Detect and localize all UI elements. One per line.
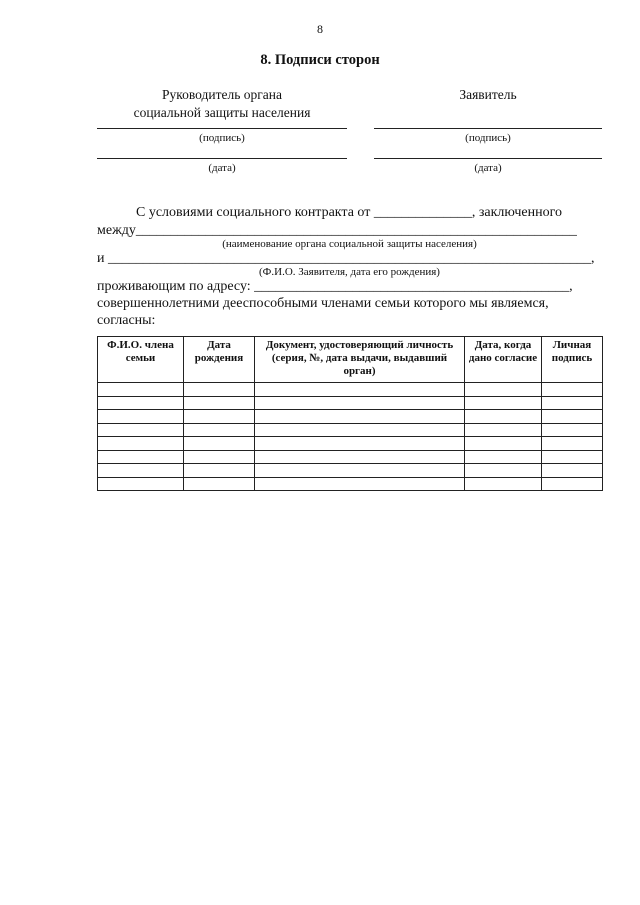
consent-date-cell[interactable] — [465, 383, 542, 397]
consent-line4: проживающим по адресу: _____________________________________________, — [97, 279, 573, 294]
right-date-caption: (дата) — [474, 162, 502, 174]
signature-cell[interactable] — [542, 477, 603, 491]
left-party-line2: социальной защиты населения — [133, 105, 311, 120]
section-title: 8. Подписи сторон — [260, 52, 380, 68]
left-sign-caption: (подпись) — [199, 132, 245, 144]
signature-cell[interactable] — [542, 423, 603, 437]
header-signature: Личная подпись — [542, 337, 603, 383]
fio-cell[interactable] — [98, 477, 184, 491]
signature-cell[interactable] — [542, 410, 603, 424]
consent-date-cell[interactable] — [465, 437, 542, 451]
birth-date-cell[interactable] — [184, 464, 255, 478]
birth-date-cell[interactable] — [184, 437, 255, 451]
birth-date-cell[interactable] — [184, 477, 255, 491]
id-document-cell[interactable] — [255, 383, 465, 397]
id-document-cell[interactable] — [255, 450, 465, 464]
birth-date-cell[interactable] — [184, 423, 255, 437]
id-document-cell[interactable] — [255, 410, 465, 424]
birth-date-cell[interactable] — [184, 396, 255, 410]
id-document-cell[interactable] — [255, 423, 465, 437]
consent-line3: и _____________________________________________________________________, — [97, 251, 595, 266]
header-consent-date: Дата, когда дано согласие — [465, 337, 542, 383]
header-fio: Ф.И.О. члена семьи — [98, 337, 184, 383]
table-row — [98, 410, 603, 424]
header-id-document: Документ, удостоверяющий личность (серия, №, дата выдачи, выдавший орган) — [255, 337, 465, 383]
table-header-row — [98, 337, 603, 383]
table-row — [98, 464, 603, 478]
contract-date-blank[interactable]: ______________ — [373, 205, 472, 220]
right-sign-line[interactable] — [374, 128, 602, 129]
consent-line1-start: С условиями социального контракта от — [136, 205, 371, 220]
id-document-cell[interactable] — [255, 477, 465, 491]
fio-cell[interactable] — [98, 423, 184, 437]
consent-caption2: (Ф.И.О. Заявителя, дата его рождения) — [259, 266, 440, 278]
signature-cell[interactable] — [542, 396, 603, 410]
consent-date-cell[interactable] — [465, 410, 542, 424]
table-row — [98, 396, 603, 410]
consent-date-cell[interactable] — [465, 450, 542, 464]
right-date-line[interactable] — [374, 158, 602, 159]
birth-date-cell[interactable] — [184, 383, 255, 397]
id-document-cell[interactable] — [255, 464, 465, 478]
fio-cell[interactable] — [98, 464, 184, 478]
consent-line1 — [136, 205, 602, 221]
consent-date-cell[interactable] — [465, 464, 542, 478]
consent-caption1: (наименование органа социальной защиты населения) — [222, 238, 477, 250]
consent-line5: совершеннолетними дееспособными членами семьи которого мы являемся, — [97, 296, 549, 311]
fio-cell[interactable] — [98, 396, 184, 410]
table-row — [98, 383, 603, 397]
table-row — [98, 423, 603, 437]
consent-date-cell[interactable] — [465, 477, 542, 491]
right-sign-caption: (подпись) — [465, 132, 511, 144]
consent-date-cell[interactable] — [465, 423, 542, 437]
signature-cell[interactable] — [542, 383, 603, 397]
right-party-title: Заявитель — [459, 87, 517, 102]
signature-cell[interactable] — [542, 437, 603, 451]
left-sign-line[interactable] — [97, 128, 347, 129]
consent-line1-end: , заключенного — [471, 205, 562, 220]
table-row — [98, 450, 603, 464]
consent-line2: между_______________________________________________________________ — [97, 223, 577, 238]
fio-cell[interactable] — [98, 450, 184, 464]
left-party-title — [97, 86, 347, 122]
fio-cell[interactable] — [98, 383, 184, 397]
fio-cell[interactable] — [98, 410, 184, 424]
page-number: 8 — [317, 22, 323, 36]
id-document-cell[interactable] — [255, 437, 465, 451]
table-row — [98, 437, 603, 451]
header-birth-date: Дата рождения — [184, 337, 255, 383]
left-date-caption: (дата) — [208, 162, 236, 174]
left-party-line1: Руководитель органа — [161, 87, 283, 102]
table-row — [98, 477, 603, 491]
family-consent-table — [97, 336, 603, 491]
id-document-cell[interactable] — [255, 396, 465, 410]
birth-date-cell[interactable] — [184, 410, 255, 424]
consent-line6: согласны: — [97, 313, 156, 328]
birth-date-cell[interactable] — [184, 450, 255, 464]
fio-cell[interactable] — [98, 437, 184, 451]
consent-date-cell[interactable] — [465, 396, 542, 410]
left-date-line[interactable] — [97, 158, 347, 159]
signature-cell[interactable] — [542, 464, 603, 478]
signature-cell[interactable] — [542, 450, 603, 464]
